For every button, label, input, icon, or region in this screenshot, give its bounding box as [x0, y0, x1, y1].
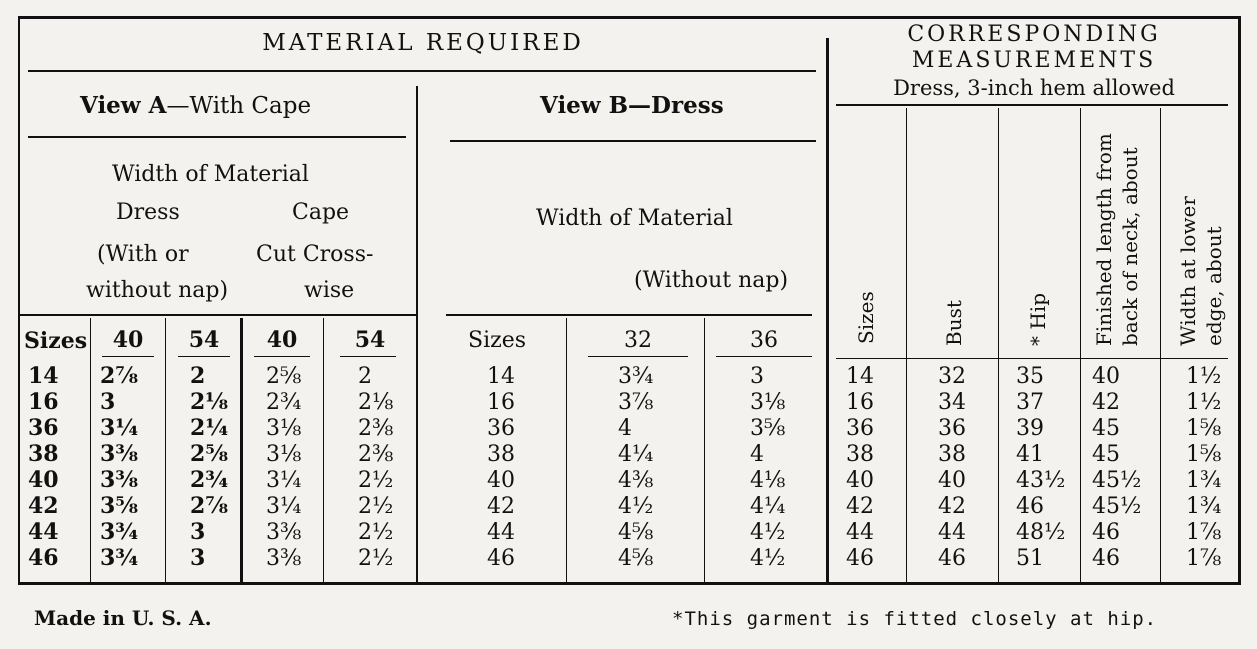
measurements-bust-cell: 34	[938, 390, 966, 415]
measurements-subtitle: Dress, 3-inch hem allowed	[893, 76, 1175, 100]
measurements-hip-cell: 39	[1016, 416, 1044, 441]
view-b-32-cell: 4	[618, 416, 632, 441]
view-b-sizes-header: Sizes	[468, 328, 527, 353]
measurements-hip-cell: 37	[1016, 390, 1044, 415]
view-a-size: 42	[28, 493, 59, 519]
view-a-size: 38	[28, 441, 59, 467]
measurements-size: 46	[846, 546, 874, 571]
measurements-size: 42	[846, 494, 874, 519]
view-a-cape-54-cell: 2⅜	[358, 442, 394, 467]
view-b-32-cell: 4⅜	[618, 468, 654, 493]
view-a-dress-note-2: without nap)	[86, 278, 229, 303]
view-a-dress-40-cell: 3¼	[100, 415, 139, 441]
view-a-cape-54-cell: 2	[358, 364, 372, 389]
measurements-length-cell: 45	[1092, 442, 1120, 467]
view-a-dress-54-cell: 3	[190, 545, 206, 571]
view-a-col-dress-40: 40	[112, 327, 144, 353]
view-a-dress-40-cell: 2⅞	[100, 363, 139, 389]
view-a-size: 14	[28, 363, 59, 389]
view-b-size: 38	[487, 442, 515, 467]
view-b-32-cell: 4⅝	[618, 520, 654, 545]
measurements-size: 36	[846, 416, 874, 441]
bottom-border	[18, 582, 1240, 585]
view-a-header-underline-2	[178, 356, 230, 357]
measurements-hip-cell: 51	[1016, 546, 1044, 571]
view-a-cape-label: Cape	[292, 200, 350, 225]
view-a-dress-40-cell: 3⅜	[100, 441, 139, 467]
measurements-width-column	[1186, 364, 1234, 572]
view-a-heading	[80, 92, 311, 119]
measurements-width-cell: 1⅝	[1186, 442, 1222, 467]
view-a-cape-54-cell: 2½	[358, 468, 394, 493]
measurements-width-cell: 1½	[1186, 390, 1222, 415]
view-a-cape-40-cell: 2¾	[266, 390, 302, 415]
view-a-cape-40-cell: 3⅛	[266, 442, 302, 467]
measurements-divider-2	[998, 108, 999, 582]
view-b-col-36: 36	[750, 328, 778, 353]
measurements-bust-cell: 44	[938, 520, 966, 545]
measurements-sizes-column	[838, 364, 882, 572]
view-b-32-cell: 4½	[618, 494, 654, 519]
measurements-width-cell: 1¾	[1186, 468, 1222, 493]
measurements-divider-1	[906, 108, 907, 582]
view-a-dress-40-column	[100, 364, 150, 572]
view-a-rule	[28, 136, 406, 138]
view-b-36-column	[750, 364, 800, 572]
material-title-rule	[28, 70, 816, 72]
measurements-width-cell: 1⅞	[1186, 546, 1222, 571]
measurements-header-hip: * Hip	[1026, 293, 1050, 346]
measurements-hip-cell: 46	[1016, 494, 1044, 519]
measurements-hip-column	[1016, 364, 1076, 572]
view-a-dress-54-cell: 2⅝	[190, 441, 229, 467]
view-a-header-underline-4	[340, 356, 396, 357]
view-b-32-column	[618, 364, 668, 572]
measurements-size: 40	[846, 468, 874, 493]
view-a-dress-54-cell: 3	[190, 519, 206, 545]
right-border	[1238, 16, 1241, 585]
view-b-36-cell: 4⅛	[750, 468, 786, 493]
view-a-cape-40-cell: 3⅜	[266, 546, 302, 571]
material-required-title: MATERIAL REQUIRED	[262, 30, 584, 56]
view-b-divider-1	[566, 318, 567, 582]
view-a-header-underline-1	[102, 356, 154, 357]
view-a-col-cape-40: 40	[266, 327, 298, 353]
view-b-36-cell: 3	[750, 364, 764, 389]
view-a-dress-40-cell: 3⅝	[100, 493, 139, 519]
view-a-dress-40-cell: 3¾	[100, 519, 139, 545]
view-b-36-cell: 3⅛	[750, 390, 786, 415]
measurements-bust-column	[928, 364, 976, 572]
view-b-32-cell: 4⅝	[618, 546, 654, 571]
left-border	[18, 16, 20, 585]
view-b-table-rule	[446, 314, 812, 316]
view-a-cape-54-cell: 2½	[358, 520, 394, 545]
view-a-divider-2	[165, 318, 166, 582]
view-a-size: 36	[28, 415, 59, 441]
view-a-dress-54-cell: 2⅞	[190, 493, 229, 519]
view-a-cape-40-cell: 3⅛	[266, 416, 302, 441]
measurements-header-bust: Bust	[942, 300, 966, 346]
view-a-dress-label: Dress	[116, 200, 180, 225]
measurements-bust-cell: 38	[938, 442, 966, 467]
measurements-size: 38	[846, 442, 874, 467]
view-a-size: 16	[28, 389, 59, 415]
measurements-length-column	[1092, 364, 1156, 572]
view-b-size: 42	[487, 494, 515, 519]
view-b-32-cell: 3⅞	[618, 390, 654, 415]
view-a-cape-54-cell: 2⅛	[358, 390, 394, 415]
view-b-size: 36	[487, 416, 515, 441]
measurements-size: 44	[846, 520, 874, 545]
view-b-size: 40	[487, 468, 515, 493]
view-b-size: 44	[487, 520, 515, 545]
view-b-width-of-material: Width of Material	[536, 206, 733, 231]
measurements-bust-cell: 32	[938, 364, 966, 389]
measurements-length-cell: 45½	[1092, 494, 1142, 519]
divider-view-a-b	[416, 86, 418, 583]
measurements-length-cell: 40	[1092, 364, 1120, 389]
measurements-length-cell: 42	[1092, 390, 1120, 415]
measurements-width-cell: 1⅝	[1186, 416, 1222, 441]
view-b-36-cell: 4¼	[750, 494, 786, 519]
view-b-header-underline-1	[588, 356, 688, 357]
measurements-title-2: MEASUREMENTS	[911, 48, 1157, 73]
measurements-header-width-2: edge, about	[1202, 226, 1226, 346]
measurements-length-cell: 46	[1092, 520, 1120, 545]
view-b-col-32: 32	[624, 328, 652, 353]
view-a-bold: View A	[80, 92, 167, 119]
view-b-sizes-column	[476, 364, 526, 572]
view-a-cape-54-cell: 2½	[358, 546, 394, 571]
view-b-size: 46	[487, 546, 515, 571]
view-a-cape-40-column	[266, 364, 316, 572]
view-b-divider-2	[704, 318, 705, 582]
measurements-header-width-1: Width at lower	[1176, 196, 1200, 346]
measurements-width-cell: 1½	[1186, 364, 1222, 389]
view-a-col-dress-54: 54	[188, 327, 220, 353]
view-b-header-underline-2	[716, 356, 812, 357]
measurements-divider-3	[1080, 108, 1081, 582]
measurements-width-cell: 1¾	[1186, 494, 1222, 519]
view-a-dress-note-1: (With or	[97, 242, 189, 267]
view-b-32-cell: 4¼	[618, 442, 654, 467]
view-a-width-of-material: Width of Material	[112, 162, 309, 187]
top-border	[18, 16, 1240, 19]
measurements-size: 16	[846, 390, 874, 415]
view-a-dress-40-cell: 3¾	[100, 545, 139, 571]
view-a-rest: —With Cape	[166, 93, 312, 119]
measurements-hip-cell: 35	[1016, 364, 1044, 389]
view-b-36-cell: 4½	[750, 520, 786, 545]
measurements-width-cell: 1⅞	[1186, 520, 1222, 545]
view-a-divider-1	[90, 318, 91, 582]
view-a-cape-54-cell: 2½	[358, 494, 394, 519]
measurements-hip-cell: 43½	[1016, 468, 1066, 493]
view-b-rule	[450, 140, 816, 142]
view-b-36-cell: 3⅝	[750, 416, 786, 441]
divider-material-measurements	[826, 38, 829, 583]
measurements-header-length-1: Finished length from	[1092, 133, 1116, 346]
view-a-dress-54-cell: 2	[190, 363, 206, 389]
view-a-cape-note-1: Cut Cross-	[256, 242, 374, 267]
view-a-dress-40-cell: 3	[100, 389, 116, 415]
view-a-size: 40	[28, 467, 59, 493]
measurements-header-sizes: Sizes	[854, 291, 878, 344]
view-b-32-cell: 3¾	[618, 364, 654, 389]
view-a-cape-40-cell: 3¼	[266, 494, 302, 519]
view-a-cape-note-2: wise	[304, 278, 355, 303]
view-a-cape-54-cell: 2⅜	[358, 416, 394, 441]
view-b-heading: View B—Dress	[540, 92, 724, 119]
measurements-length-cell: 45	[1092, 416, 1120, 441]
measurements-hip-cell: 48½	[1016, 520, 1066, 545]
measurements-length-cell: 46	[1092, 546, 1120, 571]
view-a-size: 46	[28, 545, 59, 571]
view-a-col-cape-54: 54	[354, 327, 386, 353]
view-a-header-underline-3	[254, 356, 310, 357]
view-a-sizes-header: Sizes	[24, 328, 88, 354]
measurements-title-1: CORRESPONDING	[907, 22, 1161, 47]
view-a-dress-54-column	[190, 364, 236, 572]
view-b-size: 16	[487, 390, 515, 415]
measurements-bust-cell: 40	[938, 468, 966, 493]
measurements-title-rule	[836, 104, 1228, 106]
measurements-divider-4	[1160, 108, 1161, 582]
measurements-bust-cell: 36	[938, 416, 966, 441]
view-a-divider-4	[323, 318, 324, 582]
measurements-hip-cell: 41	[1016, 442, 1044, 467]
view-a-sizes-column	[28, 364, 72, 572]
view-b-size: 14	[487, 364, 515, 389]
view-a-table-rule	[20, 314, 416, 316]
view-a-cape-54-column	[358, 364, 404, 572]
view-a-cape-40-cell: 3¼	[266, 468, 302, 493]
footer-made-in: Made in U. S. A.	[34, 606, 212, 630]
view-a-dress-54-cell: 2¾	[190, 467, 229, 493]
measurements-bust-cell: 46	[938, 546, 966, 571]
measurements-length-cell: 45½	[1092, 468, 1142, 493]
view-a-dress-54-cell: 2⅛	[190, 389, 229, 415]
view-b-36-cell: 4½	[750, 546, 786, 571]
measurements-header-length-2: back of neck, about	[1118, 147, 1142, 346]
view-a-dress-40-cell: 3⅜	[100, 467, 139, 493]
measurements-header-rule	[836, 358, 1228, 359]
view-b-nap-note: (Without nap)	[634, 268, 789, 293]
measurements-size: 14	[846, 364, 874, 389]
measurements-bust-cell: 42	[938, 494, 966, 519]
view-a-cape-40-cell: 2⅝	[266, 364, 302, 389]
view-a-divider-3	[240, 318, 243, 582]
footer-hip-note: *This garment is fitted closely at hip.	[672, 608, 1158, 630]
view-a-cape-40-cell: 3⅜	[266, 520, 302, 545]
view-a-size: 44	[28, 519, 59, 545]
view-b-36-cell: 4	[750, 442, 764, 467]
view-a-dress-54-cell: 2¼	[190, 415, 229, 441]
